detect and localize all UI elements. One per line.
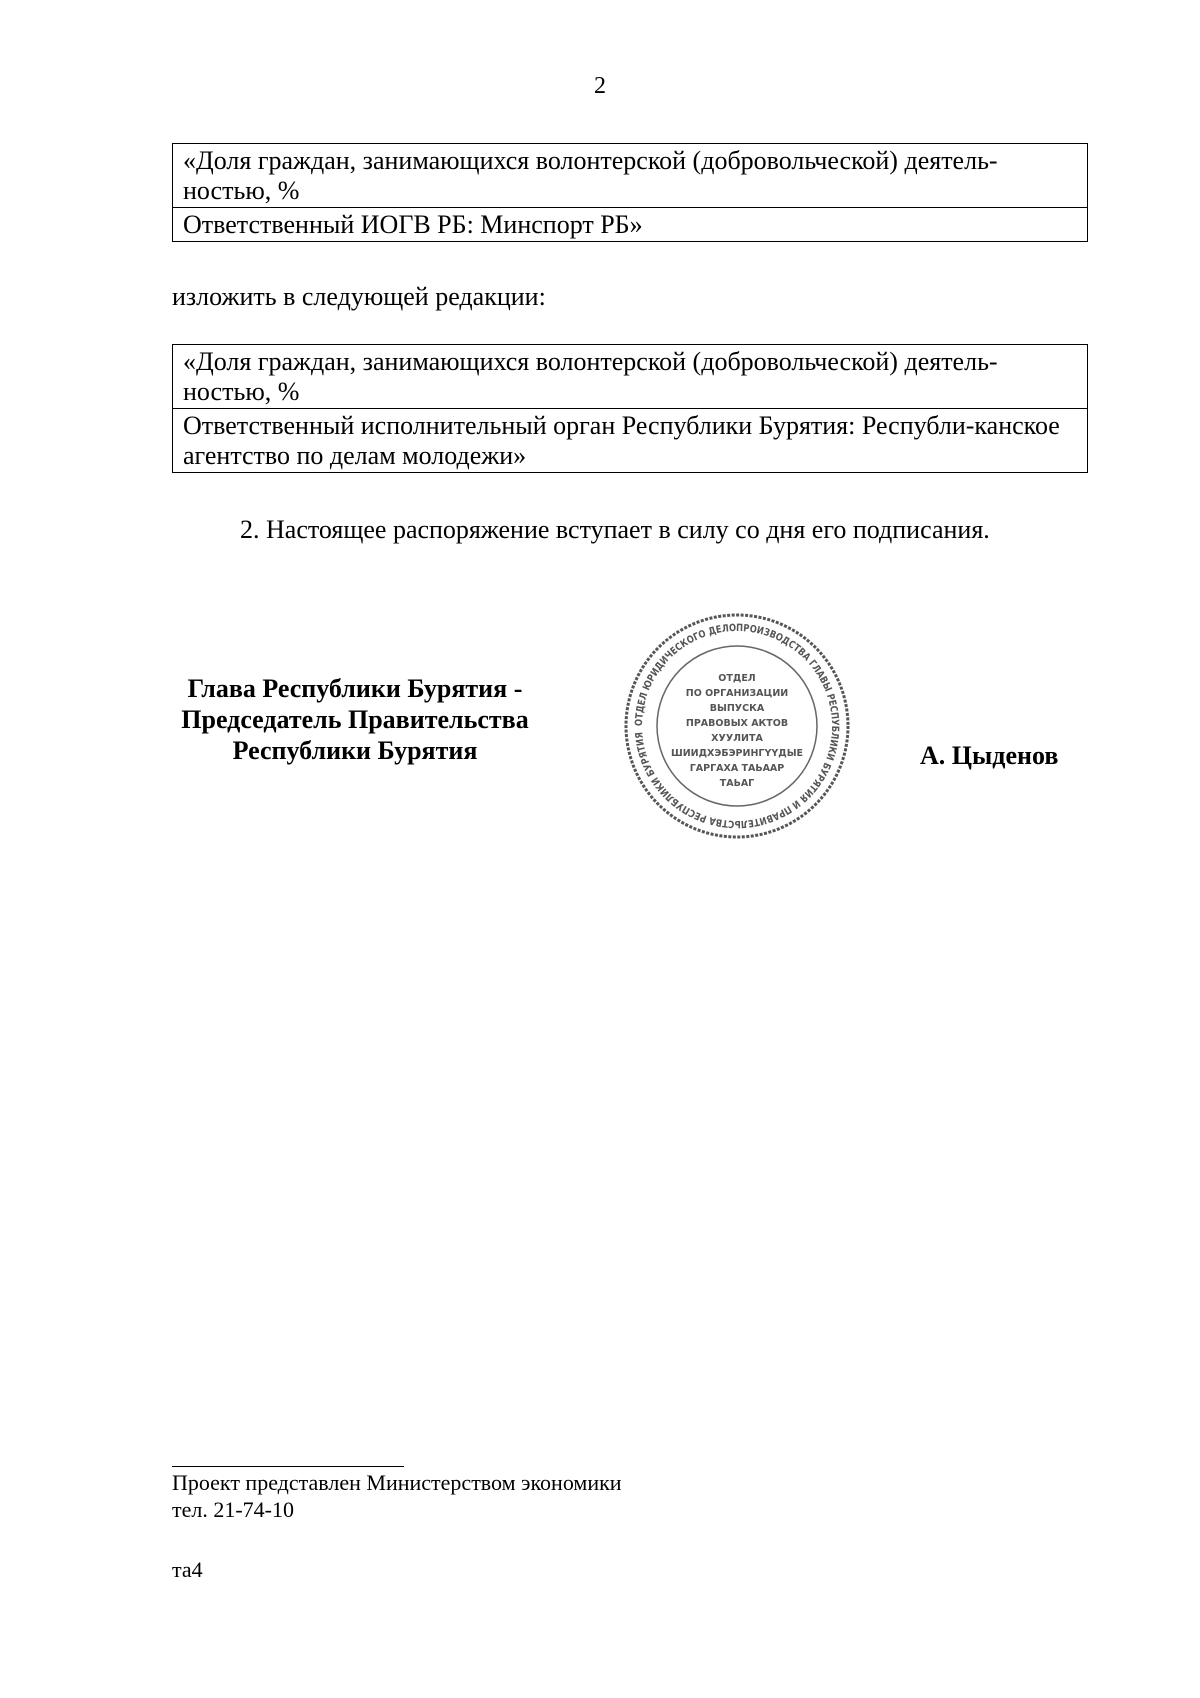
seal-center-line-2: ПО ОРГАНИЗАЦИИ xyxy=(685,688,789,699)
seal-center-line-8: ТАЬАГ xyxy=(719,778,755,789)
footer-project-note: Проект представлен Министерством экономики xyxy=(172,1470,622,1495)
new-responsible-cell: Ответственный исполнительный орган Республики Бурятия: Республи-канское агентство по делам молодежи» xyxy=(173,408,1087,472)
signatory-title-line-2: Председатель Правительства xyxy=(181,705,529,734)
clause-2-text: 2. Настоящее распоряжение вступает в силу со дня его подписания. xyxy=(240,515,990,544)
seal-center-line-7: ГАРГАХА ТАЬААР xyxy=(689,763,785,774)
footer-divider xyxy=(172,1466,404,1467)
new-indicator-cell: «Доля граждан, занимающихся волонтерской (добровольческой) деятель-ностью, % xyxy=(183,347,998,406)
intro-text: изложить в следующей редакции: xyxy=(172,282,546,311)
seal-ring-text: ОТДЕЛ ЮРИДИЧЕСКОГО ДЕЛОПРОИЗВОДСТВА ГЛАВЫ РЕСПУБЛИКИ БУРЯТИЯ И ПРАВИТЕЛЬСТВА РЕСПУБЛИКИ БУРЯТИЯ xyxy=(633,622,841,830)
official-seal-stamp xyxy=(618,612,856,840)
seal-center-line-3: ВЫПУСКА xyxy=(709,703,765,714)
signatory-title-line-1: Глава Республики Бурятия - xyxy=(187,674,523,703)
page-number: 2 xyxy=(594,73,606,99)
signatory-title xyxy=(150,673,560,766)
seal-center-line-1: ОТДЕЛ xyxy=(718,673,756,684)
seal-center-line-4: ПРАВОВЫХ АКТОВ xyxy=(685,718,789,729)
signatory-name: А. Цыденов xyxy=(920,741,1059,770)
document-code: та4 xyxy=(172,1557,203,1582)
old-wording-box xyxy=(172,143,1088,242)
seal-center-line-6: ШИИДХЭБЭРИНГҮҮДЫЕ xyxy=(670,748,804,759)
signatory-title-line-3: Республики Бурятия xyxy=(232,736,478,765)
old-indicator-cell: «Доля граждан, занимающихся волонтерской (добровольческой) деятель-ностью, % xyxy=(183,146,998,205)
footer-phone: тел. 21-74-10 xyxy=(172,1497,295,1522)
new-wording-box xyxy=(172,344,1088,473)
old-responsible-cell: Ответственный ИОГВ РБ: Минспорт РБ» xyxy=(173,207,1087,241)
seal-center-line-5: ХУУЛИТА xyxy=(711,733,763,744)
